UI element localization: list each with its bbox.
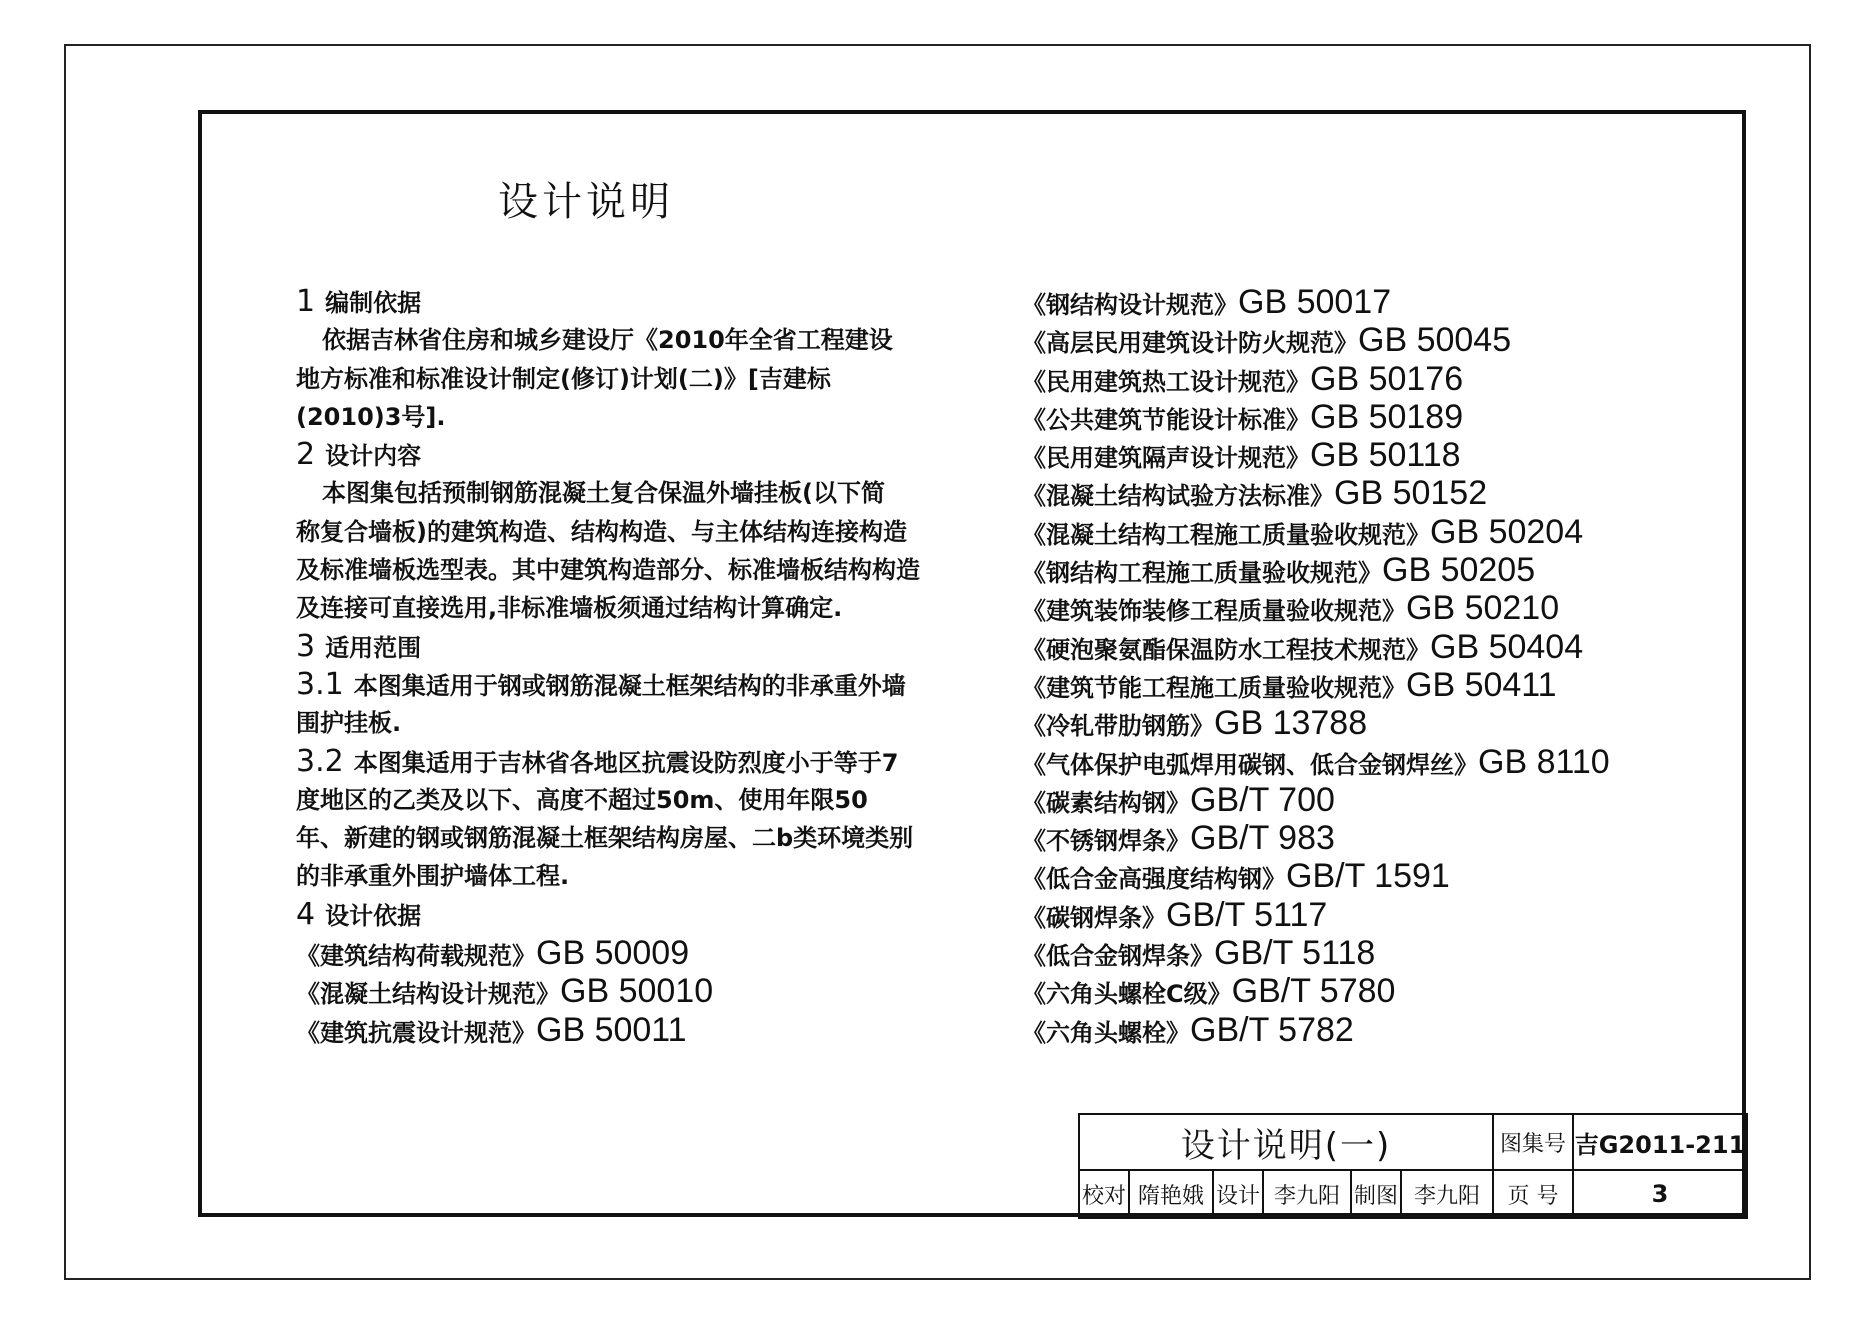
text-line [296,628,926,666]
standard-item [1022,474,1722,512]
paragraph-text: 称复合墙板)的建筑构造、结构构造、与主体结构连接构造 [296,517,907,546]
standard-code: GB 50118 [1310,436,1461,475]
paragraph-text: 及标准墙板选型表。其中建筑构造部分、标准墙板结构构造 [296,556,920,585]
standard-code: GB/T 700 [1190,780,1335,819]
text-line [296,819,926,857]
designer-label: 设计 [1213,1170,1263,1218]
standard-name: 《碳钢焊条》 [1022,903,1166,932]
standard-code: GB/T 5782 [1190,1010,1354,1049]
text-line [296,781,926,819]
text-line [296,513,926,551]
standard-name: 《公共建筑节能设计标准》 [1022,405,1310,434]
standard-name: 《建筑抗震设计规范》 [296,1018,536,1047]
standard-code: GB 50045 [1358,321,1512,360]
standard-code: GB 50204 [1430,512,1584,551]
text-line [296,551,926,589]
section-heading: 适用范围 [325,633,422,662]
standard-name: 《不锈钢焊条》 [1022,827,1190,856]
standard-name: 《民用建筑热工设计规范》 [1022,367,1310,396]
checker-name: 隋艳娥 [1129,1170,1213,1218]
standard-code: GB 50152 [1334,474,1488,513]
standard-item [1022,551,1722,589]
section-heading: 设计内容 [325,442,422,471]
sheet-title: 设计说明(一) [1079,1114,1493,1170]
paragraph-text: 度地区的乙类及以下、高度不超过50m、使用年限50 [296,785,868,814]
standard-code: GB/T 5117 [1166,895,1328,934]
standard-name: 《民用建筑隔声设计规范》 [1022,444,1310,473]
standard-item [1022,704,1722,742]
standard-name: 《硬泡聚氨酯保温防水工程技术规范》 [1022,635,1430,664]
standard-name: 《低合金高强度结构钢》 [1022,865,1286,894]
standard-item [1022,1011,1722,1049]
standard-code: GB 50210 [1406,589,1560,628]
standard-name: 《混凝土结构设计规范》 [296,980,560,1009]
standard-item [296,1011,926,1049]
paragraph-text: (2010)3号]. [296,402,446,431]
title-block [1078,1113,1748,1219]
standard-item [1022,321,1722,359]
standard-code: GB 13788 [1214,704,1368,743]
atlas-number-label: 图集号 [1493,1114,1573,1170]
standard-code: GB 50404 [1430,627,1584,666]
standard-name: 《建筑装饰装修工程质量验收规范》 [1022,597,1406,626]
standard-item [1022,360,1722,398]
drafter-label: 制图 [1351,1170,1401,1218]
text-line [296,360,926,398]
standard-name: 《六角头螺栓C级》 [1022,980,1232,1009]
standard-code: GB 50411 [1406,665,1557,704]
section-number: 4 [296,896,316,932]
standard-item [1022,666,1722,704]
section-number: 3 [296,628,316,664]
paragraph-text: 地方标准和标准设计制定(修订)计划(二)》[吉建标 [296,364,831,393]
paragraph-text: 的非承重外围护墙体工程. [296,862,570,891]
standard-name: 《碳素结构钢》 [1022,788,1190,817]
standard-name: 《钢结构工程施工质量验收规范》 [1022,559,1382,588]
section-heading: 编制依据 [325,289,422,317]
page-number: 3 [1573,1170,1747,1218]
standard-item [296,934,926,972]
section-heading: 本图集适用于钢或钢筋混凝土框架结构的非承重外墙 [353,671,906,700]
standard-item [1022,398,1722,436]
section-number: 3.2 [296,743,344,779]
standard-code: GB 50011 [536,1010,687,1049]
standard-item [1022,781,1722,819]
right-column [1022,283,1722,1049]
section-number: 1 [296,284,316,319]
text-line [296,474,926,512]
standard-item [1022,589,1722,627]
standard-item [1022,819,1722,857]
standard-item [1022,436,1722,474]
standard-name: 《钢结构设计规范》 [1022,291,1238,319]
paragraph-text: 年、新建的钢或钢筋混凝土框架结构房屋、二b类环境类别 [296,824,914,853]
standard-name: 《高层民用建筑设计防火规范》 [1022,329,1358,358]
paragraph-text: 及连接可直接选用,非标准墙板须通过结构计算确定. [296,594,843,623]
standard-item [1022,857,1722,895]
standard-name: 《六角头螺栓》 [1022,1018,1190,1047]
standard-code: GB 50010 [560,972,714,1011]
standard-code: GB 50189 [1310,397,1464,436]
text-line [296,896,926,934]
paragraph-text: 本图集包括预制钢筋混凝土复合保温外墙挂板(以下简 [322,479,885,508]
standard-code: GB 50205 [1382,551,1536,590]
text-line [296,321,926,359]
standard-item [1022,283,1722,321]
drafter-name: 李九阳 [1401,1170,1493,1218]
text-line [296,398,926,436]
paragraph-text: 围护挂板. [296,709,402,738]
designer-name: 李九阳 [1263,1170,1351,1218]
text-line [296,283,926,321]
standard-code: GB/T 983 [1190,819,1335,858]
paragraph-text: 依据吉林省住房和城乡建设厅《2010年全省工程建设 [322,326,893,355]
page-title: 设计说明 [498,179,674,225]
standard-item [296,972,926,1010]
section-heading: 设计依据 [325,901,422,930]
left-column [296,283,926,1049]
standard-code: GB 8110 [1478,742,1610,781]
standard-item [1022,743,1722,781]
standard-name: 《冷轧带肋钢筋》 [1022,712,1214,741]
atlas-number: 吉G2011-211 [1573,1114,1747,1170]
standard-item [1022,628,1722,666]
standard-name: 《建筑节能工程施工质量验收规范》 [1022,673,1406,702]
standard-item [1022,896,1722,934]
standard-name: 《混凝土结构工程施工质量验收规范》 [1022,520,1430,549]
text-line [296,704,926,742]
section-number: 3.1 [296,666,344,702]
standard-code: GB/T 1591 [1286,857,1450,896]
text-line [296,857,926,895]
checker-label: 校对 [1079,1170,1129,1218]
page-number-label: 页 号 [1493,1170,1573,1218]
text-line [296,666,926,704]
text-line [296,589,926,627]
standard-item [1022,513,1722,551]
standard-code: GB/T 5118 [1214,934,1376,973]
standard-item [1022,972,1722,1010]
standard-code: GB 50017 [1238,283,1392,321]
standard-name: 《低合金钢焊条》 [1022,942,1214,971]
standard-name: 《混凝土结构试验方法标准》 [1022,482,1334,511]
text-line [296,436,926,474]
standard-code: GB 50009 [536,934,690,973]
text-line [296,743,926,781]
section-number: 2 [296,437,316,473]
standard-code: GB/T 5780 [1231,972,1396,1011]
standard-name: 《建筑结构荷载规范》 [296,942,536,971]
section-heading: 本图集适用于吉林省各地区抗震设防烈度小于等于7 [353,748,899,777]
standard-code: GB 50176 [1310,359,1464,398]
standard-item [1022,934,1722,972]
standard-name: 《气体保护电弧焊用碳钢、低合金钢焊丝》 [1022,750,1478,779]
